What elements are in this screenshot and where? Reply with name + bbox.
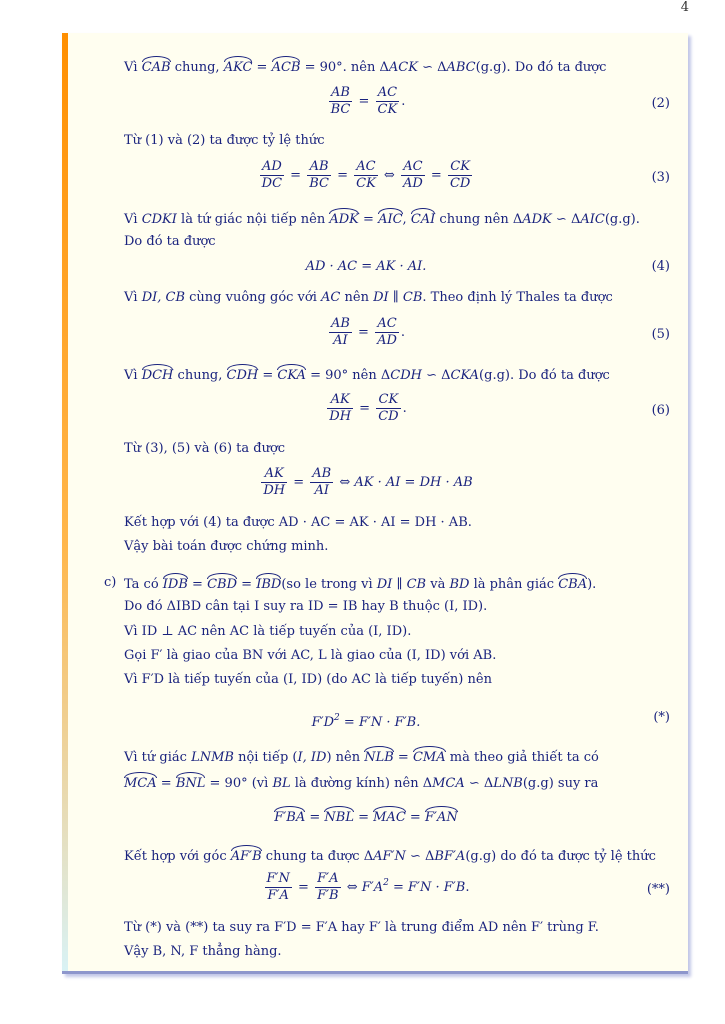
page-number: 4	[680, 0, 689, 15]
line-6: Vì DI, CB cùng vuông góc với AC nên DI ∥ CB. Theo định lý Thales ta được	[124, 290, 613, 305]
equation-number: (4)	[651, 259, 670, 274]
line-1: Vì CAB chung, AKC = ACB = 90°. nên ΔACK ∽ ΔABC(g.g). Do đó ta được	[124, 57, 606, 77]
equation-number: (3)	[651, 170, 670, 185]
equation-6: $\frac{AK}{DH}$ = $\frac{CK}{CD}$ . (6)	[329, 392, 670, 424]
equation-number: (6)	[651, 403, 670, 418]
part-c-label: c)	[104, 575, 117, 590]
line-7: Vì DCH chung, CDH = CKA = 90° nên ΔCDH ∽ ΔCKA(g.g). Do đó ta được	[124, 365, 610, 385]
equation-2: $\frac{AB}{BC}$ = $\frac{AC}{CK}$ . (2)	[330, 85, 670, 117]
equation-number: (5)	[651, 327, 670, 342]
equation-3: $\frac{AD}{DC}$ = $\frac{AB}{BC}$ = $\frac{AC}{CK}$ ⇔ $\frac{AC}{AD}$ = $\frac{CK}{CD}$ (3)	[261, 159, 670, 191]
equation-number: (*)	[653, 710, 670, 725]
equation-5: $\frac{AB}{AI}$ = $\frac{AC}{AD}$ . (5)	[330, 316, 670, 348]
equation-double-star: $\frac{F'N}{F'A}$ = $\frac{F'A}{F'B}$ ⇔ $F'A^2 = F'N \cdot F'B$. (**)	[266, 871, 670, 903]
equation-7: $\frac{AK}{DH}$ = $\frac{AB}{AI}$ ⇔ AK · AI = DH · AB	[263, 466, 473, 498]
solution-box: Vì CAB chung, AKC = ACB = 90°. nên ΔACK ∽ ΔABC(g.g). Do đó ta được $\frac{AB}{BC}$ = $\frac{AC}{CK}$ . (2) Từ (1) và (2) ta được tỷ lệ thức $\frac{AD}{DC}$ = $\frac{AB}{BC}$ = $\frac{AC}{CK}$ ⇔ $\frac{AC}{AD}$ = $\frac{CK}{CD}$ (3) Vì CDKI là tứ giác nội tiếp nên ADK = AIC, CAI chung nên ΔADK ∽ ΔAIC(g.g). Do đó ta được AD · AC = AK · AI. (4) Vì DI, CB cùng vuông góc với AC nên DI ∥ CB. Theo định lý Thales ta được $\frac{AB}{AI}$ = $\frac{AC}{AD}$ . (5) Vì DCH chung, CDH = CKA = 90° nên ΔCDH ∽ ΔCKA(g.g). Do đó ta được $\frac{AK}{DH}$ = $\frac{CK}{CD}$ . (6) Từ (3), (5) và (6) ta được $\frac{AK}{DH}$ = $\frac{AB}{AI}$ ⇔ AK · AI = DH · AB Kết hợp với (4) ta được AD · AC = AK · AI = DH · AB. Vậy bài toán được chứng minh. c) Ta có IDB = CBD = IBD(so le trong vì DI ∥ CB và BD là phân giác CBA). Do đó ΔIBD cân tại I suy ra ID = IB hay B thuộc (I, ID). Vì ID ⊥ AC nên AC là tiếp tuyến của (I, ID). Gọi F′ là giao của BN với AC, L là giao của (I, ID) với AB. Vì F′D là tiếp tuyến của (I, ID) (do AC là tiếp tuyến) nên $F'D^2 = F'N \cdot F'B$. (*) Vì tứ giác LNMB nội tiếp (I, ID) nên NLB = CMA mà theo giả thiết ta có MCA = BNL = 90° (vì BL là đường kính) nên ΔMCA ∽ ΔLNB(g.g) suy ra F′BA = NBL = MAC = F′AN Kết hợp với góc AF′B chung ta được ΔAF′N ∽ ΔBF′A(g.g) do đó ta được tỷ lệ thức $\frac{F'N}{F'A}$ = $\frac{F'A}{F'B}$ ⇔ $F'A^2 = F'N \cdot F'B$. (**) Từ (*) và (**) ta suy ra F′D = F′A hay F′ là trung điểm AD nên F′ trùng F. Vậy B, N, F thẳng hàng.	[62, 33, 688, 974]
line-4: Vì CDKI là tứ giác nội tiếp nên ADK = AIC, CAI chung nên ΔADK ∽ ΔAIC(g.g).	[124, 209, 640, 229]
equation-number: (**)	[646, 882, 670, 897]
equation-number: (2)	[651, 96, 670, 111]
